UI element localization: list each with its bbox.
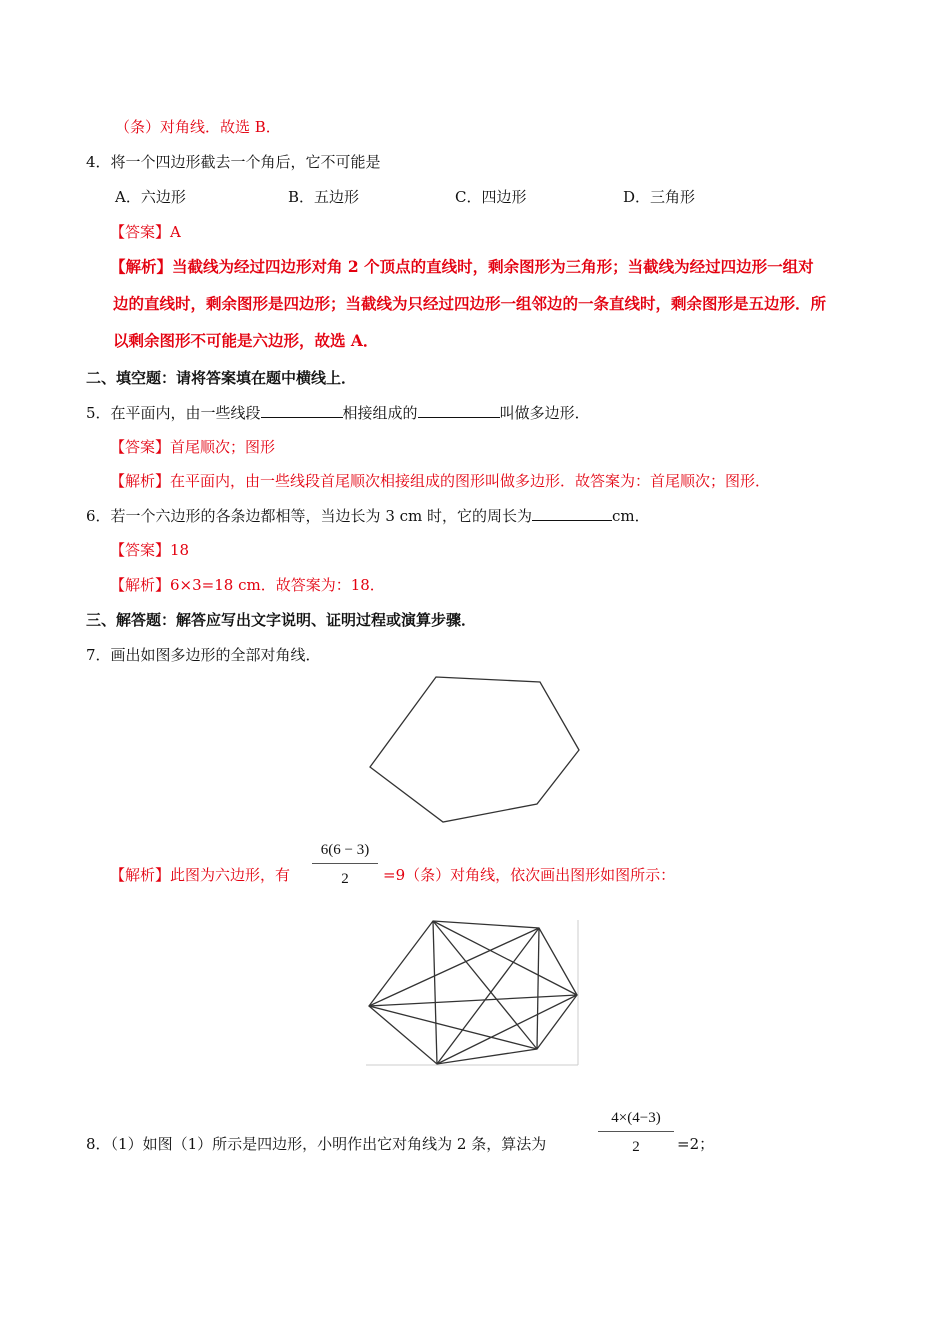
q8-stem-b: =2； (677, 1135, 715, 1153)
q4-option-a: A．六边形 (115, 188, 186, 206)
fraction-denominator: 2 (632, 1139, 640, 1155)
q4-option-c: C．四边形 (455, 188, 527, 206)
answer-tag: 【答案】 (110, 438, 171, 456)
q4-stem: 4．将一个四边形截去一个角后，它不可能是 (86, 153, 381, 171)
q5-analysis: 【解析】在平面内，由一些线段首尾顺次相接组成的图形叫做多边形．故答案为：首尾顺次；图形． (110, 472, 771, 490)
q4-analysis-line-2: 边的直线时，剩余图形是四边形；当截线为只经过四边形一组邻边的一条直线时，剩余图形是五边形．所 (113, 294, 827, 313)
fraction-numerator: 6(6 − 3) (320, 842, 370, 858)
q7-stem: 7．画出如图多边形的全部对角线． (86, 646, 321, 664)
answer-value: 18 (170, 541, 190, 559)
q3-tail: （条）对角线．故选 B． (115, 118, 281, 136)
q4-option-d: D．三角形 (623, 188, 696, 206)
q8-fraction (598, 1108, 674, 1157)
q7-analysis-a: 【解析】此图为六边形，有 (110, 866, 291, 884)
q6-stem: 6．若一个六边形的各条边都相等，当边长为 3 cm 时，它的周长为 cm． (86, 507, 650, 525)
section-2-title: 二、填空题：请将答案填在题中横线上． (86, 369, 357, 387)
analysis-tag: 【解析】 (110, 257, 173, 276)
answer-tag: 【答案】 (110, 223, 171, 241)
fraction-numerator: 4×(4−3) (611, 1110, 661, 1126)
fraction-bar (598, 1131, 674, 1132)
analysis-tag: 【解析】 (110, 866, 171, 884)
q4-option-b: B．五边形 (288, 188, 360, 206)
analysis-tag: 【解析】 (110, 472, 171, 490)
q4-analysis-line-3: 以剩余图形不可能是六边形，故选 A． (113, 331, 379, 350)
answer-tag: 【答案】 (110, 541, 171, 559)
q7-analysis-b: =9（条）对角线，依次画出图形如图所示： (383, 866, 676, 884)
q6-analysis: 【解析】6×3=18 cm．故答案为：18． (110, 576, 385, 594)
q5-stem: 5．在平面内，由一些线段 相接组成的 叫做多边形． (86, 404, 590, 422)
answer-value: 首尾顺次；图形 (170, 438, 276, 456)
section-3-title: 三、解答题：解答应写出文字说明、证明过程或演算步骤． (86, 611, 477, 629)
fraction-denominator: 2 (341, 871, 349, 887)
q8-stem-a: 8．（1）如图（1）所示是四边形，小明作出它对角线为 2 条，算法为 (86, 1135, 547, 1153)
q4-analysis-line-1: 【解析】当截线为经过四边形对角 2 个顶点的直线时，剩余图形为三角形；当截线为经过四边形一组对 (110, 257, 814, 276)
analysis-tag: 【解析】 (110, 576, 171, 594)
answer-value: A (170, 223, 181, 241)
